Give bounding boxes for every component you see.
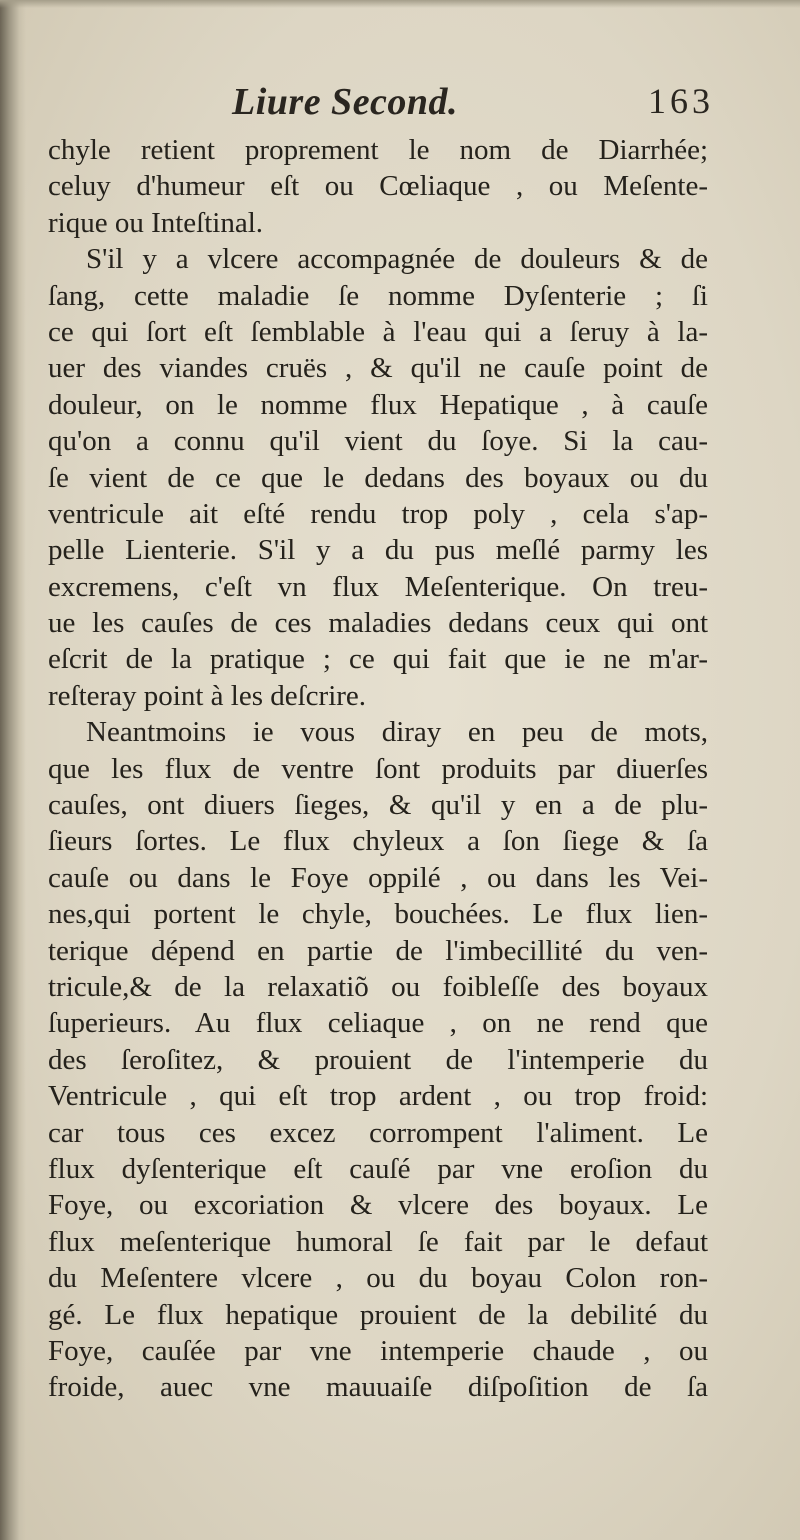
page-number: 163 (648, 81, 714, 121)
text-line-4: S'il y a vlcere accompagnée de douleurs & de (86, 243, 708, 276)
text-line-13: excremens, c'eſt vn flux Meſenterique. On treu- (48, 570, 708, 603)
text-line-27: Ventricule , qui eſt trop ardent , ou trop froid: (48, 1080, 708, 1113)
text-line-24: tricule,& de la relaxatiõ ou foibleſſe des boyaux (48, 970, 708, 1003)
text-line-28: car tous ces excez corrompent l'aliment. Le (48, 1116, 708, 1149)
body-text (48, 132, 708, 1406)
text-line-6: ce qui ſort eſt ſemblable à l'eau qui a ſeruy à la- (48, 315, 708, 348)
text-line-21: cauſe ou dans le Foye oppilé , ou dans les Vei- (48, 861, 708, 894)
running-head-title: Liure Second. (232, 81, 459, 123)
text-line-2: celuy d'humeur eſt ou Cœliaque , ou Meſente- (48, 170, 708, 203)
text-line-30: Foye, ou excoriation & vlcere des boyaux. Le (48, 1189, 708, 1222)
text-line-25: ſuperieurs. Au flux celiaque , on ne rend que (48, 1007, 708, 1040)
text-line-19: cauſes, ont diuers ſieges, & qu'il y en a de plu- (48, 789, 708, 822)
text-line-7: uer des viandes cruës , & qu'il ne cauſe point de (48, 352, 708, 385)
text-line-10: ſe vient de ce que le dedans des boyaux ou du (48, 461, 708, 494)
text-line-12: pelle Lienterie. S'il y a du pus meſlé parmy les (48, 534, 708, 567)
text-line-3: rique ou Inteſtinal. (48, 206, 264, 239)
text-line-32: du Meſentere vlcere , ou du boyau Colon ron- (48, 1262, 708, 1295)
text-line-35: froide, auec vne mauuaiſe diſpoſition de ſa (48, 1371, 708, 1404)
text-line-31: flux meſenterique humoral ſe fait par le defaut (48, 1225, 708, 1258)
page-top-edge (0, 0, 800, 8)
text-line-18: que les flux de ventre ſont produits par diuerſes (48, 752, 708, 785)
running-head (0, 80, 800, 130)
text-line-23: terique dépend en partie de l'imbecillité du ven- (48, 934, 708, 967)
text-line-26: des ſeroſitez, & prouient de l'intemperie du (48, 1043, 708, 1076)
text-line-20: ſieurs ſortes. Le flux chyleux a ſon ſiege & ſa (48, 825, 708, 858)
text-line-1: chyle retient proprement le nom de Diarrhée; (48, 134, 708, 166)
binding-gutter (0, 0, 26, 1540)
text-line-22: nes,qui portent le chyle, bouchées. Le flux lien- (48, 898, 708, 931)
text-line-16: reſteray point à les deſcrire. (48, 679, 367, 712)
text-line-17: Neantmoins ie vous diray en peu de mots, (86, 716, 708, 749)
text-line-9: qu'on a connu qu'il vient du ſoye. Si la cau- (48, 425, 708, 458)
text-line-5: ſang, cette maladie ſe nomme Dyſenterie ; ſi (48, 279, 708, 312)
text-line-8: douleur, on le nomme flux Hepatique , à cauſe (48, 388, 708, 421)
text-line-33: gé. Le flux hepatique prouient de la debilité du (48, 1298, 708, 1331)
text-line-29: flux dyſenterique eſt cauſé par vne eroſion du (48, 1152, 708, 1185)
text-line-34: Foye, cauſée par vne intemperie chaude , ou (48, 1334, 708, 1367)
text-line-15: eſcrit de la pratique ; ce qui fait que ie ne m'ar- (48, 643, 708, 676)
text-line-14: ue les cauſes de ces maladies dedans ceux qui ont (48, 607, 708, 640)
text-line-11: ventricule ait eſté rendu trop poly , cela s'ap- (48, 497, 708, 530)
